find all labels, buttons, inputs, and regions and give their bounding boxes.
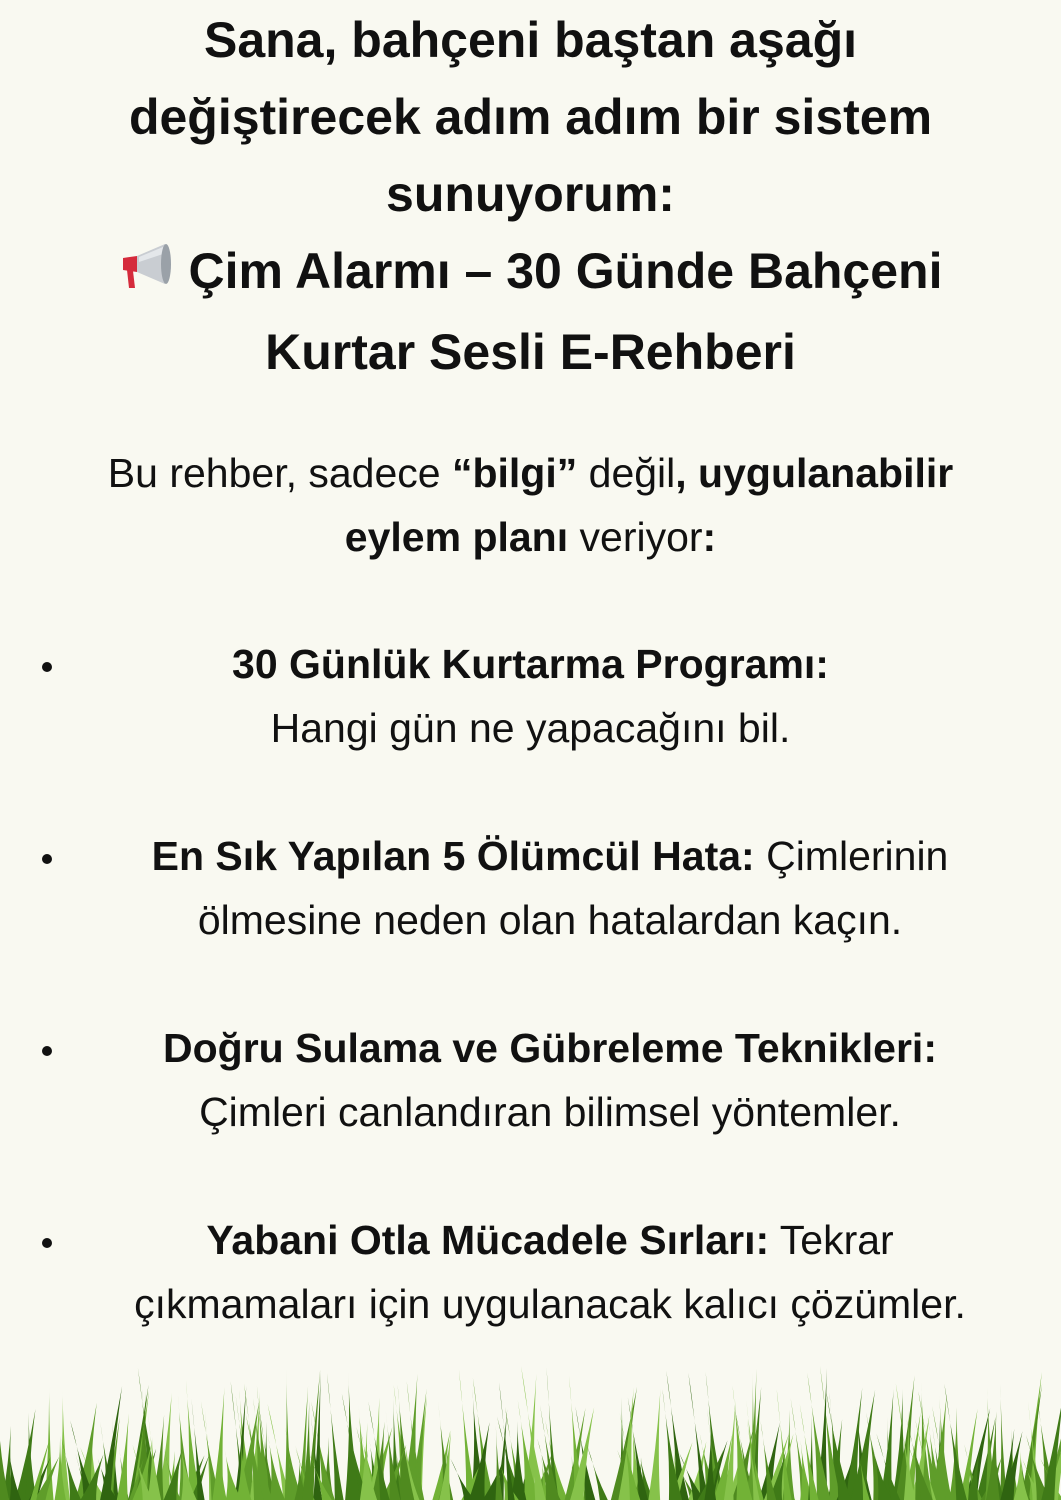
list-item-text (70, 824, 1030, 952)
list-item-line (70, 1016, 1030, 1080)
title-line-1: Sana, bahçeni baştan aşağı (203, 12, 858, 68)
list-item-line (30, 632, 1031, 696)
list-item-line (60, 1208, 1040, 1272)
title-line-4 (0, 233, 1061, 314)
intro-bold-bilgi: “bilgi” (451, 450, 578, 496)
list-item-line (70, 824, 1030, 888)
page-title (0, 2, 1061, 391)
list-item (0, 632, 1061, 762)
intro-line-2 (0, 505, 1061, 569)
grass-blade (100, 1386, 122, 1500)
list-item-heading: Yabani Otla Mücadele Sırları: (206, 1217, 770, 1263)
list-item-description: Tekrar (769, 1217, 894, 1263)
intro-line-1 (0, 441, 1061, 505)
list-item-heading: En Sık Yapılan 5 Ölümcül Hata: (151, 833, 755, 879)
list-item (0, 1016, 1061, 1146)
list-item-heading: Doğru Sulama ve Gübreleme Teknikleri: (163, 1025, 937, 1071)
grass-decoration (0, 1365, 1061, 1500)
intro-bold-uygulanabilir: , uygulanabilir (675, 450, 954, 496)
list-item-description: Çimlerinin (754, 833, 949, 879)
grass-blade (648, 1389, 660, 1500)
intro-text-2: değil (577, 450, 676, 496)
intro-bold-eylem-plani: eylem planı (344, 514, 569, 560)
intro-text-1: Bu rehber, sadece (107, 450, 452, 496)
list-item-heading: 30 Günlük Kurtarma Programı: (232, 641, 829, 687)
list-item-description: Çimleri canlandıran bilimsel yöntemler. (199, 1089, 901, 1135)
intro-text-3: veriyor (568, 514, 703, 560)
bullet-dot (42, 1238, 52, 1248)
megaphone-icon (119, 237, 175, 314)
list-item-description: Hangi gün ne yapacağını bil. (270, 705, 791, 751)
title-line-2: değiştirecek adım adım bir sistem (128, 89, 933, 145)
list-item-text (60, 1208, 1040, 1336)
title-line-3: sunuyorum: (386, 166, 675, 222)
title-line-5: Kurtar Sesli E-Rehberi (265, 324, 796, 380)
intro-paragraph (0, 441, 1061, 569)
bullet-dot (42, 1046, 52, 1056)
intro-colon: : (702, 514, 717, 560)
list-item-description-cont: çıkmamaları için uygulanacak kalıcı çözümler. (134, 1281, 966, 1327)
title-line-4-text: Çim Alarmı – 30 Günde Bahçeni (188, 243, 943, 299)
list-item-text (70, 1016, 1030, 1144)
list-item (0, 824, 1061, 954)
list-item-text (30, 632, 1031, 760)
list-item-description-cont: ölmesine neden olan hatalardan kaçın. (197, 897, 903, 943)
bullet-dot (42, 854, 52, 864)
list-item (0, 1208, 1061, 1338)
